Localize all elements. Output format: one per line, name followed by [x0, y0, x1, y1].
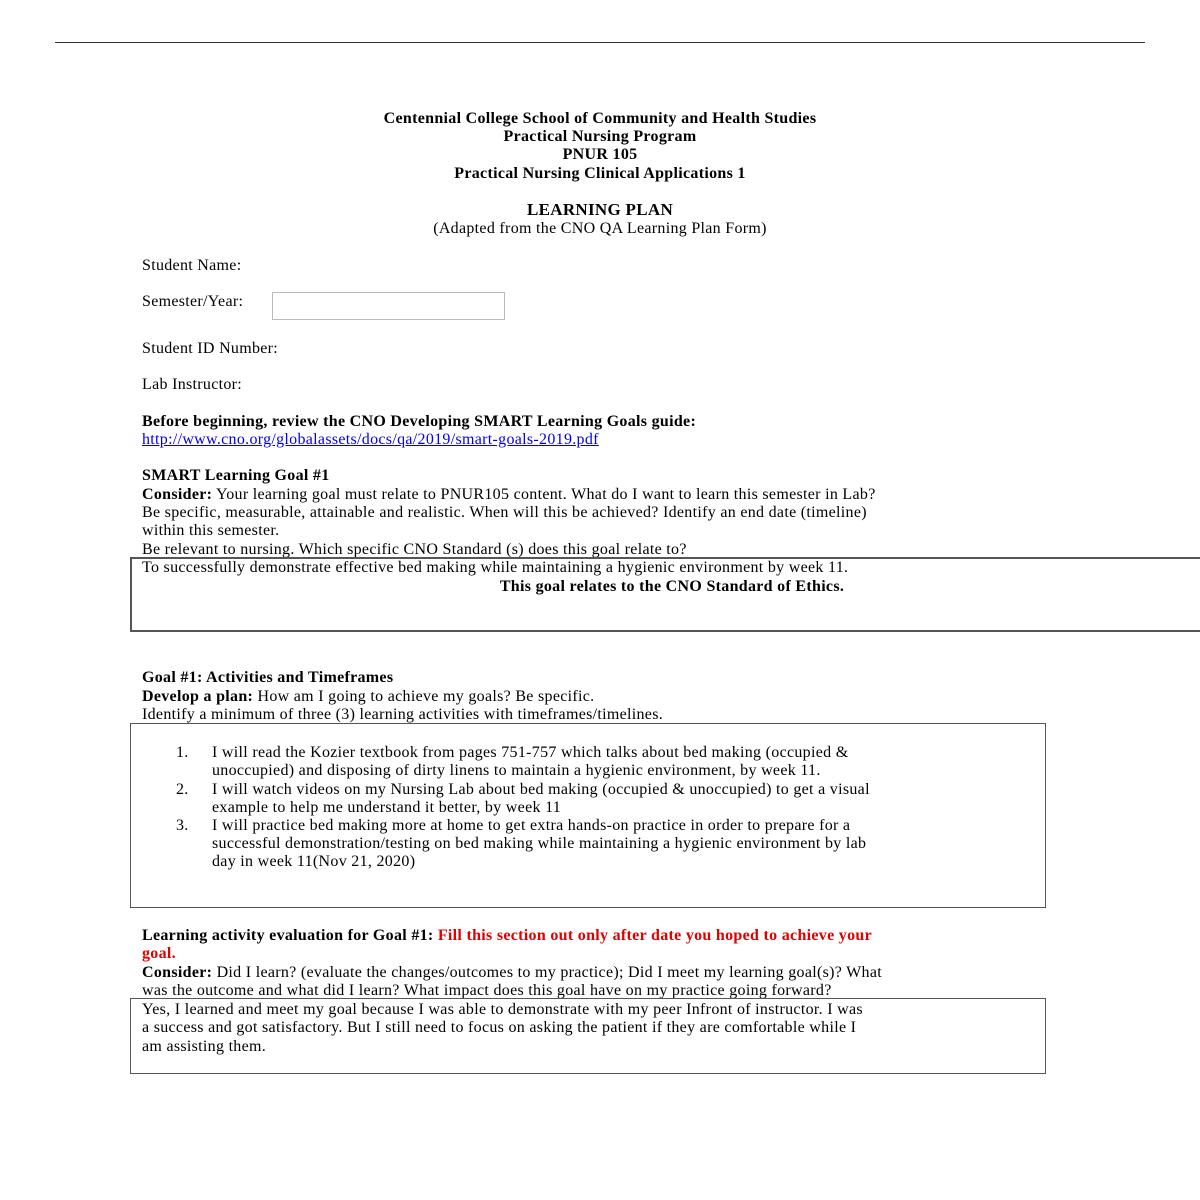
smart-goal-answer: To successfully demonstrate effective bed making while maintaining a hygienic environment by week 11. [142, 559, 849, 576]
list-item-number: 2. [176, 781, 189, 798]
activities-heading: Goal #1: Activities and Timeframes [142, 669, 394, 686]
guide-link-anchor[interactable]: http://www.cno.org/globalassets/docs/qa/2019/smart-goals-2019.pdf [142, 431, 599, 448]
evaluation-heading: Learning activity evaluation for Goal #1: Fill this section out only after date you hoped to achieve your [142, 927, 872, 944]
list-item-line: I will practice bed making more at home to get extra hands-on practice in order to prepare for a [212, 817, 851, 834]
activities-instruction: Identify a minimum of three (3) learning activities with timeframes/timelines. [142, 706, 664, 723]
student-id-label: Student ID Number: [142, 340, 279, 357]
guide-link[interactable] [142, 431, 599, 449]
course-code: PNUR 105 [562, 146, 638, 163]
list-item-line: day in week 11(Nov 21, 2020) [212, 853, 416, 870]
evaluation-warning: goal. [142, 945, 176, 962]
list-item-number: 3. [176, 817, 189, 834]
list-item-line: example to help me understand it better, by week 11 [212, 799, 562, 816]
evaluation-consider-line1: Consider: Did I learn? (evaluate the changes/outcomes to my practice); Did I meet my learning goal(s)? What [142, 964, 883, 981]
list-item-line: successful demonstration/testing on bed making while maintaining a hygienic environment by lab [212, 835, 867, 852]
program-name: Practical Nursing Program [503, 128, 697, 145]
smart-consider-line1: Consider: Your learning goal must relate to PNUR105 content. What do I want to learn this semester in Lab? [142, 486, 876, 503]
evaluation-consider-line2: was the outcome and what did I learn? What impact does this goal have on my practice going forward? [142, 982, 832, 999]
college-name: Centennial College School of Community and Health Studies [383, 110, 817, 127]
evaluation-answer-line: am assisting them. [142, 1038, 267, 1055]
student-name-label: Student Name: [142, 257, 242, 274]
header-rule [55, 42, 1145, 43]
list-item-number: 1. [176, 744, 189, 761]
list-item-line: unoccupied) and disposing of dirty linens to maintain a hygienic environment, by week 11. [212, 762, 821, 779]
semester-year-input[interactable] [272, 292, 505, 320]
smart-goal-standard: This goal relates to the CNO Standard of Ethics. [499, 578, 845, 595]
course-title: Practical Nursing Clinical Applications 1 [454, 165, 746, 182]
page-title: LEARNING PLAN [526, 200, 674, 219]
page-subtitle: (Adapted from the CNO QA Learning Plan Form) [433, 220, 767, 237]
list-item-line: I will watch videos on my Nursing Lab about bed making (occupied & unoccupied) to get a visual [212, 781, 870, 798]
smart-consider-line4: Be relevant to nursing. Which specific CNO Standard (s) does this goal relate to? [142, 541, 687, 558]
guide-text: Before beginning, review the CNO Developing SMART Learning Goals guide: [142, 413, 697, 430]
smart-consider-line2: Be specific, measurable, attainable and realistic. When will this be achieved? Identify an end date (timeline) [142, 504, 867, 521]
lab-instructor-label: Lab Instructor: [142, 376, 243, 393]
list-item-line: I will read the Kozier textbook from pages 751-757 which talks about bed making (occupied & [212, 744, 849, 761]
semester-year-label: Semester/Year: [142, 293, 244, 310]
smart-consider-line3: within this semester. [142, 522, 280, 539]
evaluation-answer-line: a success and got satisfactory. But I still need to focus on asking the patient if they are comfortable while I [142, 1019, 857, 1036]
smart-goal-heading: SMART Learning Goal #1 [142, 467, 330, 484]
activities-plan: Develop a plan: How am I going to achieve my goals? Be specific. [142, 688, 595, 705]
evaluation-answer-line: Yes, I learned and meet my goal because I was able to demonstrate with my peer Infront of instructor. I was [142, 1001, 863, 1018]
